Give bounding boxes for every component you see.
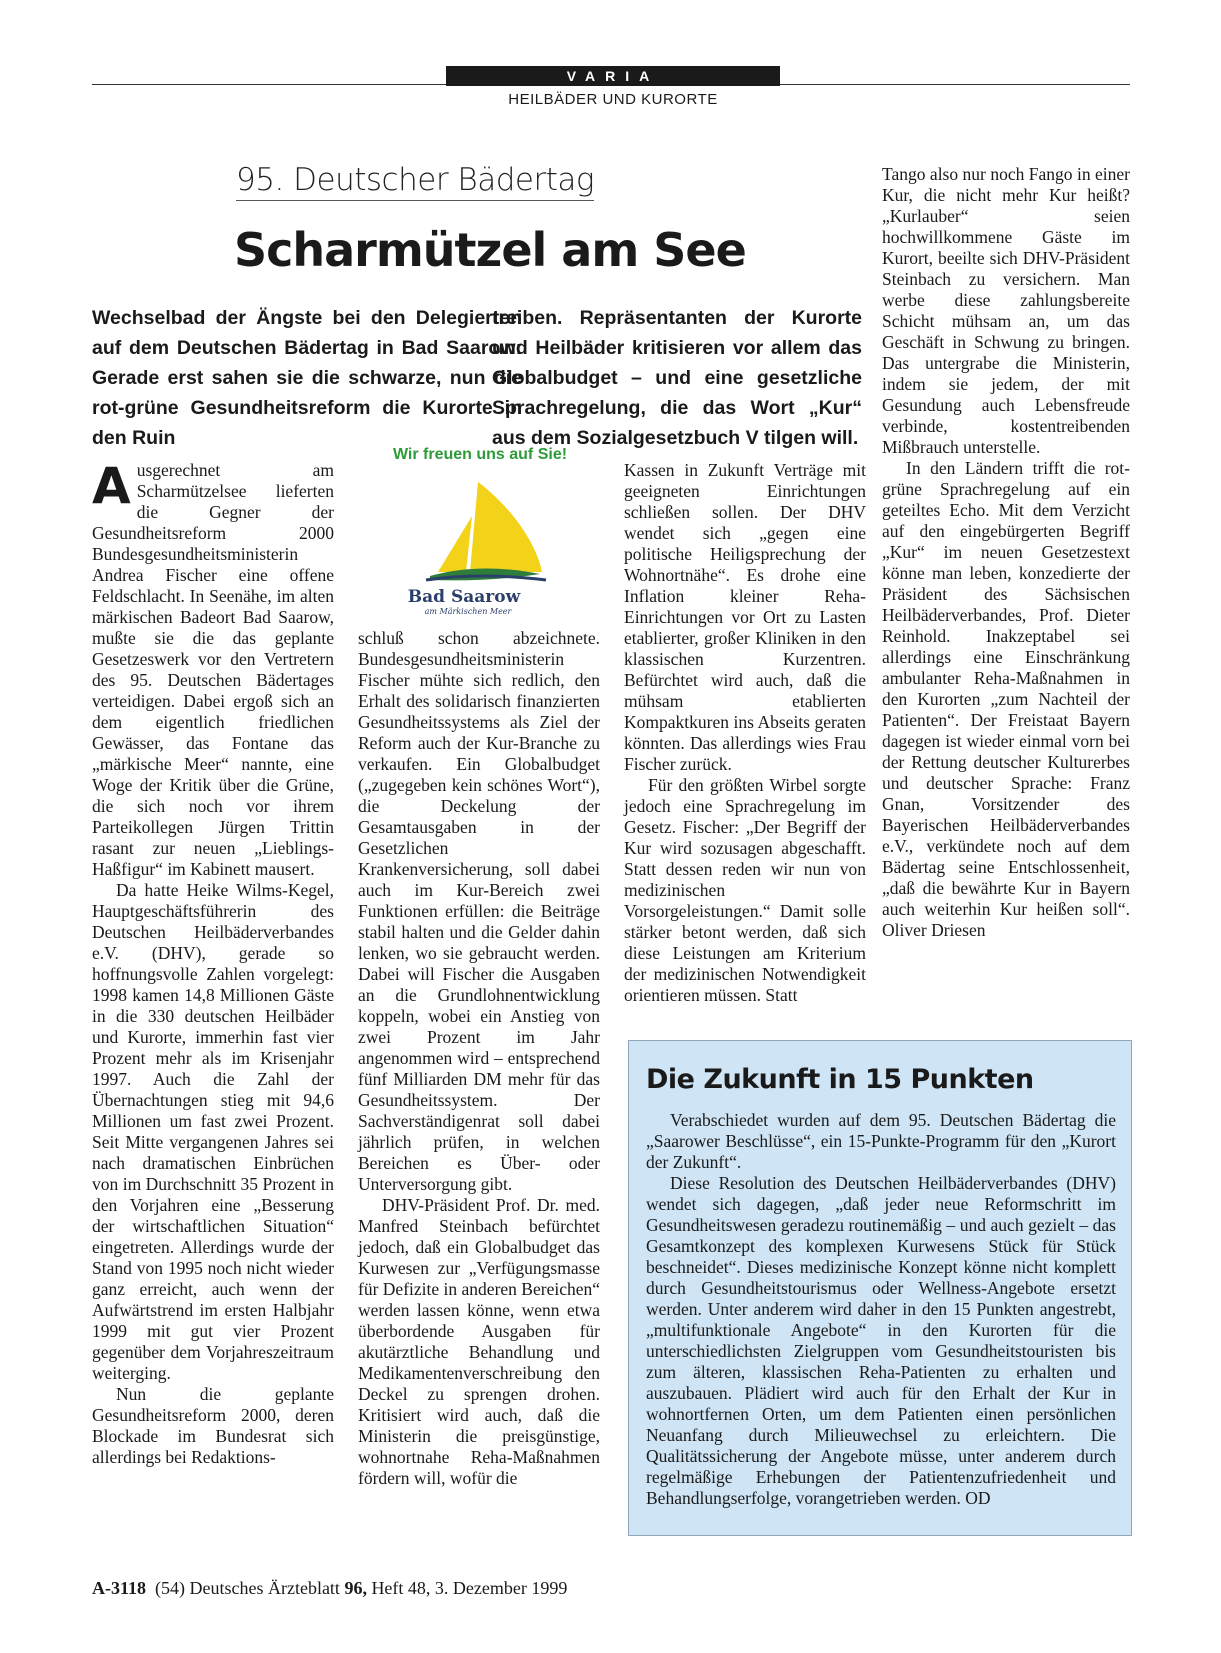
bad-saarow-advertisement (360, 446, 600, 616)
footer-volume: 96, (344, 1578, 367, 1598)
page-number: A-3118 (92, 1578, 146, 1598)
paragraph: In den Ländern trifft die rot-grüne Sprachregelung auf ein geteiltes Echo. Mit dem Verzicht auf den eingebürgerten Begriff „Kur“ im neuen Gesetzestext könne man leben, konzedierte der Präsident des Sächsischen Heilbäderverbandes, Prof. Dieter Reinhold. Inakzeptabel sei allerdings eine Einschränkung ambulanter Reha-Maßnahmen in den Kurorten „zum Nachteil der Patienten“. Der Freistaat Bayern dagegen ist wieder einmal vorn bei der Rettung deutscher Kulturerbes und deutscher Sprache: Franz Gnan, Vorsitzender des Bayerischen Heilbäderverbandes e.V., verkündete noch auf dem Bädertag seine Entschlossenheit, „daß die bewährte Kur in Bayern auch weiterhin Kur heißen soll“. Oliver Driesen (882, 458, 1130, 940)
paragraph: Tango also nur noch Fango in einer Kur, die nicht mehr Kur heißt? „Kurlauber“ seien hochwillkommene Gäste im Kurort, beeilte sich DHV-Präsident Steinbach zu versichern. Man werbe diese zahlungsbereite Schicht mühsam an, um das Geschäft in Schwung zu bringen. Das untergrabe die Ministerin, indem sie jedem, der mit Gesundung auch Lebensfreude verbinde, kostentreibenden Mißbrauch unterstelle. (882, 164, 1130, 457)
paragraph: Verabschiedet wurden auf dem 95. Deutschen Bädertag die „Saarower Beschlüsse“, ein 15-Punkte-Programm für den „Kurort der Zukunft“. (646, 1110, 1116, 1172)
subsection-label: HEILBÄDER UND KURORTE (508, 91, 718, 108)
paragraph: Nun die geplante Gesundheitsreform 2000, deren Blockade im Bundesrat sich allerdings bei Redaktions- (92, 1384, 334, 1467)
article-column-1 (92, 457, 334, 1468)
paragraph: Da hatte Heike Wilms-Kegel, Hauptgeschäftsführerin des Deutschen Heilbäderverbandes e.V. (DHV), gerade so hoffnungsvolle Zahlen vorgelegt: 1998 kamen 14,8 Millionen Gäste in die 330 deutschen Heilbäder und Kurorte, immerhin fast vier Prozent mehr als im Krisenjahr 1997. Auch die Zahl der Übernachtungen stieg mit 94,6 Millionen um fast zwei Prozent. Seit Mitte vergangenen Jahres sei nach dramatischen Einbrüchen von im Durchschnitt 35 Prozent in den Vorjahren eine „Besserung der wirtschaftlichen Situation“ eingetreten. Allerdings wurde der Stand von 1995 noch nicht wieder ganz erreicht, auch wenn der Aufwärtstrend im ersten Halbjahr 1999 mit gut vier Prozent gegenüber dem Vorjahreszeitraum weiterging. (92, 880, 334, 1383)
section-label: VARIA (446, 66, 780, 86)
ad-tagline: Wir freuen uns auf Sie! (392, 446, 568, 463)
sailboat-logo (360, 446, 600, 616)
paragraph: Kassen in Zukunft Verträge mit geeigneten Einrichtungen schließen sollen. Der DHV wendet sich „gegen eine politische Heiligsprechung der Wohnortnähe“. Es drohe eine Inflation kleiner Reha-Einrichtungen vor Ort zu Lasten etablierter, großer Kliniken in den klassischen Kurzentren. Befürchtet wird auch, daß die mühsam etablierten Kompaktkuren ins Abseits geraten könnten. Das allerdings wies Frau Fischer zurück. (624, 460, 866, 774)
paragraph: DHV-Präsident Prof. Dr. med. Manfred Steinbach befürchtet jedoch, daß ein Globalbudget das Kurwesen zur „Verfügungsmasse für Defizite in anderen Bereichen“ werden lassen könne, wenn etwa überbordende Ausgaben für akutärztliche Behandlung und Medikamentenverschreibung den Deckel zu sprengen drohen. Kritisiert wird auch, daß die Ministerin die preisgünstige, wohnortnahe Reha-Maßnahmen fördern will, wofür die (358, 1195, 600, 1488)
lead-paragraph-left: Wechselbad der Ängste bei den Delegierten auf dem Deutschen Bädertag in Bad Saarow: Gerade erst sahen sie die schwarze, nun die rot-grüne Gesundheitsreform die Kurorte in den Ruin (92, 307, 522, 449)
drop-cap: A (92, 457, 131, 515)
lead-paragraph-right: treiben. Repräsentanten der Kurorte und Heilbäder kritisieren vor allem das Globalbudget – und eine gesetzliche Sprachregelung, die das Wort „Kur“ aus dem Sozialgesetzbuch V tilgen will. (492, 307, 862, 449)
info-box-title: Die Zukunft in 15 Punkten (646, 1064, 1034, 1095)
page-footer (92, 1578, 567, 1599)
info-box-text (646, 1110, 1116, 1509)
ad-brand: Bad Saarow (407, 587, 521, 607)
article-column-2 (358, 628, 600, 1489)
article-column-4 (882, 164, 1130, 941)
paragraph: schluß schon abzeichnete. Bundesgesundheitsministerin Fischer mühte sich redlich, den Erhalt des solidarisch finanzierten Gesundheitssystems als Ziel der Reform auch der Kur-Branche zu verkaufen. Ein Globalbudget („zugegeben kein schönes Wort“), die Deckelung der Gesamtausgaben in der Gesetzlichen Krankenversicherung, soll dabei auch im Kur-Bereich zwei Funktionen erfüllen: die Beiträge stabil halten und die Gelder dahin lenken, wo sie gebraucht werden. Dabei will Fischer die Ausgaben an die Grundlohnentwicklung koppeln, wobei ein Anstieg von zwei Prozent im Jahr angenommen wird – entsprechend fünf Milliarden DM mehr für das Gesundheitssystem. Der Sachverständigenrat soll dabei jährlich prüfen, in welchen Bereichen es Über- oder Unterversorgung gibt. (358, 628, 600, 1194)
footer-issue: Heft 48, 3. Dezember 1999 (371, 1578, 568, 1598)
article-headline: Scharmützel am See (234, 223, 746, 277)
article-column-3 (624, 460, 866, 1006)
paragraph: Für den größten Wirbel sorgte jedoch eine Sprachregelung im Gesetz. Fischer: „Der Begriff der Kur wird sozusagen abgeschafft. Statt dessen reden wir nun von medizinischen Vorsorgeleistungen.“ Damit solle stärker betont werden, daß sich diese Leistungen am Kriterium der medizinischen Notwendigkeit orientieren müssen. Statt (624, 775, 866, 1005)
paragraph: Ausgerechnet am Scharmützelsee lieferten die Gegner der Gesundheitsreform 2000 Bundesgesundheitsministerin Andrea Fischer eine offene Feldschlacht. In Seenähe, im alten märkischen Badeort Bad Saarow, mußte sie die das geplante Gesetzeswerk vor den Vertretern des 95. Deutschen Bädertages verteidigen. Dabei ergoß sich an dem eigentlich friedlichen Gewässer, das Fontane das „märkische Meer“ nannte, eine Woge der Kritik über die Grüne, die sich noch vor ihrem Parteikollegen Jürgen Trittin rasant zur neuen „Lieblings-Haßfigur“ im Kabinett mausert. (92, 457, 334, 879)
article-kicker: 95. Deutscher Bädertag (236, 162, 594, 201)
ad-sub: am Märkischen Meer (424, 607, 512, 616)
paragraph: Diese Resolution des Deutschen Heilbäderverbandes (DHV) wendet sich dagegen, „daß jeder neue Reformschritt im Gesundheitswesen geradezu routinemäßig – und auch gezielt – das Gesamtkonzept des komplexen Kurwesens Stück für Stück beschneidet“. Dieses medizinische Konzept könne nicht komplett durch Gesundheitstourismus oder Wellness-Angebote ersetzt werden. Unter anderem wird daher in den 15 Punkten angestrebt, „multifunktionale Angebote“ in den Kurorten für die unterschiedlichsten Zielgruppen vom Gesundheitstouristen bis zum älteren, klassischen Reha-Patienten zu erhalten und auszubauen. Plädiert wird auch für den Erhalt der Kur in wohnortfernen Orten, um dem Patienten einen persönlichen Neuanfang durch Milieuwechsel zu erleichtern. Die Qualitätssicherung der Angebote müsse, unter anderem durch regelmäßige Erhebungen der Patientenzufriedenheit und Behandlungserfolge, vorangetrieben werden. OD (646, 1173, 1116, 1508)
footer-journal: (54) Deutsches Ärzteblatt (155, 1578, 340, 1598)
